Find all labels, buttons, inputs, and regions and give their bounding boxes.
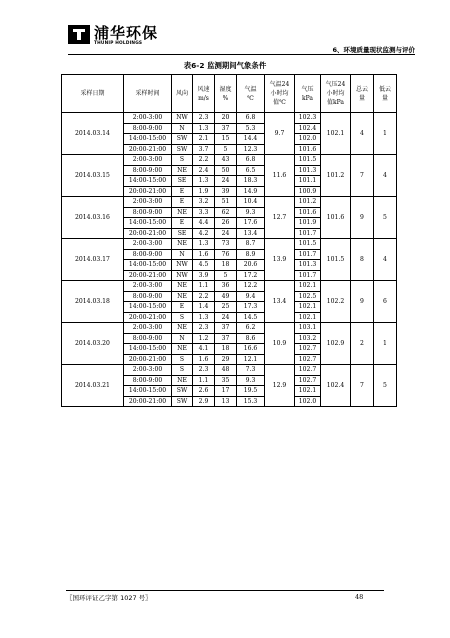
cell-temperature-24h: 12.9 <box>265 365 295 407</box>
cell-wind-speed: 4.5 <box>193 260 215 271</box>
cell-humidity: 18 <box>215 344 237 355</box>
cell-wind-speed: 1.4 <box>193 302 215 313</box>
cell-temperature: 6.8 <box>237 113 265 124</box>
cell-pressure: 101.5 <box>295 155 321 166</box>
table-row <box>62 281 397 292</box>
cell-pressure: 102.1 <box>295 312 321 323</box>
cell-time: 20:00-21:00 <box>124 396 172 407</box>
cell-wind-direction: E <box>172 197 193 208</box>
cell-low-cloud: 5 <box>374 365 397 407</box>
cell-humidity: 24 <box>215 228 237 239</box>
cell-wind-direction: E <box>172 186 193 197</box>
cell-pressure: 101.5 <box>295 239 321 250</box>
cell-pressure: 102.7 <box>295 365 321 376</box>
col-header-pressure: 气压 kPa <box>295 75 321 113</box>
cell-wind-direction: SW <box>172 396 193 407</box>
cell-low-cloud: 1 <box>374 113 397 155</box>
cell-wind-speed: 1.3 <box>193 123 215 134</box>
cell-low-cloud: 5 <box>374 197 397 239</box>
cell-pressure-24h: 102.9 <box>321 323 351 365</box>
cell-humidity: 39 <box>215 186 237 197</box>
cell-humidity: 35 <box>215 375 237 386</box>
cell-wind-direction: S <box>172 354 193 365</box>
cell-wind-direction: SE <box>172 176 193 187</box>
cell-wind-speed: 2.3 <box>193 365 215 376</box>
cell-pressure: 102.7 <box>295 354 321 365</box>
cell-pressure: 101.7 <box>295 228 321 239</box>
cell-wind-speed: 4.4 <box>193 218 215 229</box>
cell-total-cloud: 2 <box>351 323 374 365</box>
cell-temperature: 8.9 <box>237 249 265 260</box>
page-header <box>38 21 415 55</box>
cell-total-cloud: 8 <box>351 239 374 281</box>
cell-pressure: 102.1 <box>295 281 321 292</box>
cell-low-cloud: 6 <box>374 281 397 323</box>
cell-time: 20:00-21:00 <box>124 228 172 239</box>
cell-wind-direction: NE <box>172 239 193 250</box>
cell-temperature: 6.2 <box>237 323 265 334</box>
cell-pressure: 102.0 <box>295 396 321 407</box>
cell-temperature-24h: 10.9 <box>265 323 295 365</box>
cell-wind-direction: N <box>172 249 193 260</box>
cell-time: 8:00-9:00 <box>124 249 172 260</box>
cell-temperature-24h: 13.9 <box>265 239 295 281</box>
cell-temperature: 15.3 <box>237 396 265 407</box>
col-header-humidity: 湿度 % <box>215 75 237 113</box>
cell-temperature: 9.3 <box>237 375 265 386</box>
cell-time: 8:00-9:00 <box>124 291 172 302</box>
cell-time: 2:00-3:00 <box>124 365 172 376</box>
table-row <box>62 239 397 250</box>
cell-temperature: 17.2 <box>237 270 265 281</box>
cell-temperature-24h: 12.7 <box>265 197 295 239</box>
cell-humidity: 5 <box>215 270 237 281</box>
cell-temperature-24h: 9.7 <box>265 113 295 155</box>
cell-wind-direction: S <box>172 155 193 166</box>
table-row <box>62 197 397 208</box>
table-row <box>62 323 397 334</box>
table-row <box>62 155 397 166</box>
cell-pressure: 101.2 <box>295 197 321 208</box>
cell-humidity: 76 <box>215 249 237 260</box>
cell-time: 14:00-15:00 <box>124 260 172 271</box>
cell-pressure-24h: 101.5 <box>321 239 351 281</box>
cell-temperature: 6.8 <box>237 155 265 166</box>
cell-time: 14:00-15:00 <box>124 386 172 397</box>
cell-time: 14:00-15:00 <box>124 218 172 229</box>
cell-temperature: 12.2 <box>237 281 265 292</box>
cell-temperature: 18.3 <box>237 176 265 187</box>
cell-temperature: 12.3 <box>237 144 265 155</box>
cell-time: 2:00-3:00 <box>124 113 172 124</box>
cell-wind-speed: 1.1 <box>193 281 215 292</box>
cell-humidity: 51 <box>215 197 237 208</box>
cell-time: 20:00-21:00 <box>124 270 172 281</box>
cell-humidity: 37 <box>215 123 237 134</box>
cell-wind-speed: 1.6 <box>193 354 215 365</box>
certificate-number: 〖国环评证乙字第 1027 号〗 <box>66 594 152 602</box>
header-divider <box>68 54 415 55</box>
table-row <box>62 113 397 124</box>
cell-wind-speed: 2.6 <box>193 386 215 397</box>
cell-temperature: 17.3 <box>237 302 265 313</box>
page-number: 48 <box>355 593 364 601</box>
cell-wind-direction: NE <box>172 281 193 292</box>
cell-temperature: 6.5 <box>237 165 265 176</box>
cell-wind-direction: NE <box>172 291 193 302</box>
cell-temperature: 12.1 <box>237 354 265 365</box>
cell-humidity: 36 <box>215 281 237 292</box>
cell-time: 20:00-21:00 <box>124 144 172 155</box>
cell-time: 8:00-9:00 <box>124 333 172 344</box>
table-caption: 表6-2 监测期间气象条件 <box>183 61 267 70</box>
cell-pressure: 103.2 <box>295 333 321 344</box>
company-name-cn: 浦华环保 <box>94 24 159 42</box>
cell-temperature: 9.3 <box>237 207 265 218</box>
cell-pressure: 102.5 <box>295 291 321 302</box>
cell-wind-speed: 2.3 <box>193 113 215 124</box>
cell-humidity: 15 <box>215 134 237 145</box>
cell-pressure: 100.9 <box>295 186 321 197</box>
cell-wind-direction: N <box>172 333 193 344</box>
cell-time: 8:00-9:00 <box>124 207 172 218</box>
cell-temperature: 5.3 <box>237 123 265 134</box>
cell-wind-speed: 2.3 <box>193 323 215 334</box>
cell-wind-direction: NE <box>172 375 193 386</box>
chapter-title: 6、环境质量现状监测与评价 <box>332 46 415 54</box>
cell-date: 2014.03.14 <box>62 113 124 155</box>
cell-temperature: 14.9 <box>237 186 265 197</box>
cell-humidity: 62 <box>215 207 237 218</box>
cell-temperature: 16.6 <box>237 344 265 355</box>
cell-temperature-24h: 11.6 <box>265 155 295 197</box>
col-header-low-cloud: 低云 量 <box>374 75 397 113</box>
cell-wind-direction: S <box>172 312 193 323</box>
cell-pressure: 102.0 <box>295 134 321 145</box>
cell-date: 2014.03.15 <box>62 155 124 197</box>
cell-humidity: 37 <box>215 333 237 344</box>
cell-pressure-24h: 102.2 <box>321 281 351 323</box>
cell-humidity: 43 <box>215 155 237 166</box>
cell-total-cloud: 7 <box>351 365 374 407</box>
cell-total-cloud: 9 <box>351 197 374 239</box>
cell-wind-direction: S <box>172 365 193 376</box>
cell-wind-direction: SW <box>172 386 193 397</box>
col-header-total-cloud: 总云 量 <box>351 75 374 113</box>
cell-wind-speed: 3.7 <box>193 144 215 155</box>
cell-humidity: 24 <box>215 312 237 323</box>
cell-humidity: 13 <box>215 396 237 407</box>
cell-wind-direction: NW <box>172 270 193 281</box>
col-header-temperature: 气温 ℃ <box>237 75 265 113</box>
company-logo-icon <box>68 25 90 44</box>
cell-date: 2014.03.20 <box>62 323 124 365</box>
cell-date: 2014.03.21 <box>62 365 124 407</box>
col-header-date: 采样日期 <box>62 75 124 113</box>
cell-pressure: 101.3 <box>295 260 321 271</box>
cell-time: 20:00-21:00 <box>124 186 172 197</box>
cell-time: 2:00-3:00 <box>124 281 172 292</box>
cell-total-cloud: 7 <box>351 155 374 197</box>
cell-humidity: 17 <box>215 386 237 397</box>
cell-time: 2:00-3:00 <box>124 323 172 334</box>
cell-pressure: 102.4 <box>295 123 321 134</box>
cell-wind-speed: 1.2 <box>193 333 215 344</box>
cell-temperature: 9.4 <box>237 291 265 302</box>
cell-humidity: 37 <box>215 323 237 334</box>
cell-total-cloud: 4 <box>351 113 374 155</box>
cell-temperature: 19.5 <box>237 386 265 397</box>
cell-time: 14:00-15:00 <box>124 344 172 355</box>
cell-wind-speed: 2.4 <box>193 165 215 176</box>
cell-pressure: 101.1 <box>295 176 321 187</box>
table-header-row <box>62 75 397 113</box>
cell-wind-speed: 4.2 <box>193 228 215 239</box>
cell-pressure: 101.6 <box>295 207 321 218</box>
cell-low-cloud: 4 <box>374 239 397 281</box>
cell-humidity: 20 <box>215 113 237 124</box>
cell-time: 8:00-9:00 <box>124 375 172 386</box>
cell-pressure-24h: 102.4 <box>321 365 351 407</box>
cell-pressure: 102.7 <box>295 344 321 355</box>
cell-wind-direction: NE <box>172 344 193 355</box>
cell-time: 2:00-3:00 <box>124 197 172 208</box>
cell-pressure: 101.9 <box>295 218 321 229</box>
company-name-en: THUNIP HOLDINGS <box>94 41 143 46</box>
cell-wind-direction: N <box>172 123 193 134</box>
cell-wind-direction: NW <box>172 260 193 271</box>
cell-wind-direction: SE <box>172 228 193 239</box>
cell-temperature: 20.6 <box>237 260 265 271</box>
cell-wind-direction: SW <box>172 144 193 155</box>
cell-wind-speed: 1.9 <box>193 186 215 197</box>
cell-humidity: 26 <box>215 218 237 229</box>
col-header-wind-direction: 风向 <box>172 75 193 113</box>
cell-temperature: 13.4 <box>237 228 265 239</box>
cell-humidity: 48 <box>215 365 237 376</box>
cell-wind-speed: 2.2 <box>193 155 215 166</box>
cell-time: 8:00-9:00 <box>124 123 172 134</box>
cell-pressure: 101.6 <box>295 144 321 155</box>
cell-time: 20:00-21:00 <box>124 354 172 365</box>
cell-temperature: 8.6 <box>237 333 265 344</box>
cell-wind-speed: 3.3 <box>193 207 215 218</box>
cell-humidity: 73 <box>215 239 237 250</box>
cell-temperature: 14.4 <box>237 134 265 145</box>
cell-temperature: 10.4 <box>237 197 265 208</box>
cell-temperature: 7.3 <box>237 365 265 376</box>
cell-wind-speed: 4.1 <box>193 344 215 355</box>
cell-wind-speed: 1.1 <box>193 375 215 386</box>
cell-pressure-24h: 102.1 <box>321 113 351 155</box>
cell-wind-direction: E <box>172 218 193 229</box>
cell-low-cloud: 4 <box>374 155 397 197</box>
col-header-temperature-24h: 气温24 小时均 值℃ <box>265 75 295 113</box>
cell-pressure: 102.3 <box>295 113 321 124</box>
cell-pressure: 102.1 <box>295 386 321 397</box>
col-header-wind-speed: 风速 m/s <box>193 75 215 113</box>
cell-pressure-24h: 101.2 <box>321 155 351 197</box>
cell-humidity: 5 <box>215 144 237 155</box>
cell-humidity: 24 <box>215 176 237 187</box>
cell-wind-speed: 2.2 <box>193 291 215 302</box>
cell-wind-speed: 2.1 <box>193 134 215 145</box>
cell-wind-direction: SW <box>172 134 193 145</box>
cell-time: 14:00-15:00 <box>124 302 172 313</box>
table-row <box>62 365 397 376</box>
cell-wind-direction: E <box>172 302 193 313</box>
cell-wind-speed: 3.9 <box>193 270 215 281</box>
cell-pressure: 102.1 <box>295 302 321 313</box>
cell-pressure: 103.1 <box>295 323 321 334</box>
cell-time: 2:00-3:00 <box>124 155 172 166</box>
cell-pressure: 102.7 <box>295 375 321 386</box>
cell-temperature: 14.5 <box>237 312 265 323</box>
cell-temperature: 8.7 <box>237 239 265 250</box>
cell-time: 8:00-9:00 <box>124 165 172 176</box>
cell-wind-speed: 1.3 <box>193 176 215 187</box>
cell-wind-direction: NE <box>172 323 193 334</box>
col-header-time: 采样时间 <box>124 75 172 113</box>
cell-wind-speed: 2.9 <box>193 396 215 407</box>
col-header-pressure-24h: 气压24 小时均 值kPa <box>321 75 351 113</box>
cell-date: 2014.03.17 <box>62 239 124 281</box>
cell-date: 2014.03.18 <box>62 281 124 323</box>
cell-total-cloud: 9 <box>351 281 374 323</box>
cell-temperature: 17.6 <box>237 218 265 229</box>
footer-divider <box>66 590 384 591</box>
cell-wind-speed: 1.3 <box>193 239 215 250</box>
cell-time: 2:00-3:00 <box>124 239 172 250</box>
cell-date: 2014.03.16 <box>62 197 124 239</box>
weather-conditions-table <box>61 74 397 407</box>
cell-pressure: 101.3 <box>295 165 321 176</box>
cell-wind-speed: 1.3 <box>193 312 215 323</box>
cell-low-cloud: 1 <box>374 323 397 365</box>
cell-humidity: 18 <box>215 260 237 271</box>
cell-pressure: 101.7 <box>295 249 321 260</box>
cell-wind-direction: NW <box>172 113 193 124</box>
cell-time: 14:00-15:00 <box>124 134 172 145</box>
cell-pressure-24h: 101.6 <box>321 197 351 239</box>
cell-humidity: 25 <box>215 302 237 313</box>
cell-humidity: 50 <box>215 165 237 176</box>
table-body <box>62 113 397 407</box>
cell-temperature-24h: 13.4 <box>265 281 295 323</box>
cell-wind-speed: 1.6 <box>193 249 215 260</box>
cell-humidity: 49 <box>215 291 237 302</box>
cell-wind-speed: 3.2 <box>193 197 215 208</box>
cell-wind-direction: NE <box>172 165 193 176</box>
cell-humidity: 29 <box>215 354 237 365</box>
cell-time: 20:00-21:00 <box>124 312 172 323</box>
cell-wind-direction: NE <box>172 207 193 218</box>
cell-pressure: 101.7 <box>295 270 321 281</box>
cell-time: 14:00-15:00 <box>124 176 172 187</box>
